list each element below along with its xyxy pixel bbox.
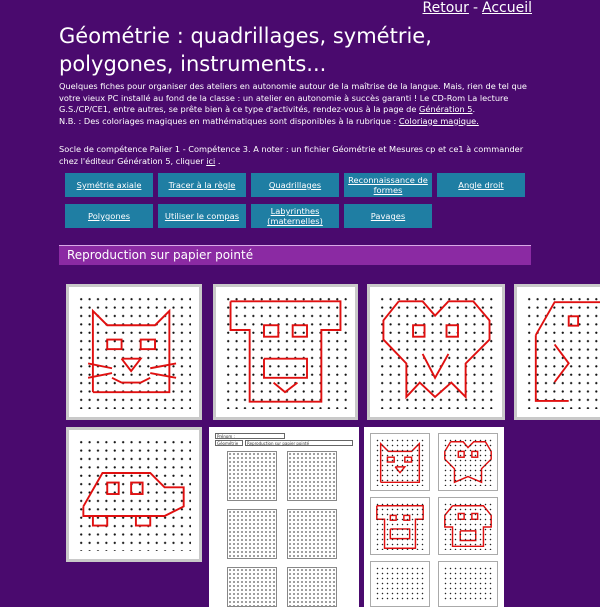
dot-grid — [443, 566, 493, 602]
dog-drawing-card[interactable] — [213, 284, 358, 420]
mini-grid — [287, 451, 337, 501]
butterfly-drawing — [370, 287, 502, 417]
mini-grid — [287, 567, 337, 607]
monkey-thumbnail[interactable] — [438, 497, 498, 555]
ici-link[interactable]: ici — [206, 155, 216, 166]
compas-button[interactable]: Utiliser le compas — [158, 204, 246, 228]
butterfly-thumbnail[interactable] — [438, 433, 498, 491]
cat-thumbnail[interactable] — [370, 433, 430, 491]
dot-grid — [375, 502, 425, 550]
top-navigation — [423, 0, 532, 16]
labyrinthes-button[interactable]: Labyrinthes (maternelles) — [251, 204, 339, 228]
tracer-regle-button[interactable]: Tracer à la règle — [158, 173, 246, 197]
cat-drawing — [69, 287, 199, 417]
pavages-button[interactable]: Pavages — [344, 204, 432, 228]
name-field: Prénom : — [215, 433, 285, 439]
dot-grid — [443, 438, 493, 486]
turtle-drawing — [69, 430, 199, 559]
generation5-link[interactable]: Génération 5 — [419, 104, 473, 114]
section-header — [59, 245, 531, 265]
drawing-thumbnail[interactable] — [438, 561, 498, 607]
page-title: Géométrie : quadrillages, symétrie, polygones, instruments... — [59, 24, 432, 76]
nb-text: N.B. : Des coloriages magiques en mathématiques sont disponibles à la rubrique : — [59, 115, 399, 126]
elephant-drawing — [517, 287, 600, 417]
intro-text-end: . — [472, 104, 476, 114]
polygones-button[interactable]: Polygones — [65, 204, 153, 228]
drawing-thumbnail[interactable] — [370, 561, 430, 607]
dog-drawing — [216, 287, 355, 417]
worksheet-page[interactable] — [209, 427, 359, 607]
dot-grid — [375, 438, 425, 486]
mini-grid — [227, 567, 277, 607]
reconnaissance-formes-button[interactable]: Reconnaissance de formes — [344, 173, 432, 197]
section-title: Reproduction sur papier pointé — [67, 248, 254, 262]
socle-text: Socle de compétence Palier 1 - Compétence 3. A noter : un fichier Géométrie et Mesures cp et ce1 à commander chez l'éditeur Génération 5, cliquer — [59, 144, 524, 166]
intro-text: Quelques fiches pour organiser des ateliers en autonomie autour de la maîtrise de la langue. Mais, rien de tel que votre vieux PC installé au fond de la classe : un atelier en autonomie à succès garanti ! Le CD-Rom La lecture G.S./CP/CE1, entre autres, se prête bien à ce type d'activités, rendez-vous à la page de — [59, 81, 527, 114]
cat-drawing-card[interactable] — [66, 284, 202, 420]
coloriage-magique-link[interactable]: Coloriage magique. — [398, 115, 479, 126]
worksheet-heading: Reproduction sur papier pointé — [245, 440, 353, 446]
back-link[interactable]: Retour — [422, 0, 469, 16]
angle-droit-button[interactable]: Angle droit — [437, 173, 525, 197]
mini-grid — [227, 509, 277, 559]
worksheet-header — [215, 433, 353, 447]
symetrie-axiale-button[interactable]: Symétrie axiale — [65, 173, 153, 197]
mini-grid — [287, 509, 337, 559]
mini-grid — [227, 451, 277, 501]
turtle-drawing-card[interactable] — [66, 427, 202, 562]
thumbnails-page[interactable] — [364, 427, 504, 607]
home-link[interactable]: Accueil — [482, 0, 532, 16]
butterfly-drawing-card[interactable] — [367, 284, 505, 420]
quadrillages-button[interactable]: Quadrillages — [251, 173, 339, 197]
dot-grid — [443, 502, 493, 550]
dot-grid — [375, 566, 425, 602]
nav-separator: - — [472, 0, 478, 16]
socle-paragraph — [59, 144, 534, 167]
intro-paragraph — [59, 81, 534, 127]
socle-text-end: . — [215, 155, 221, 166]
dog-thumbnail[interactable] — [370, 497, 430, 555]
subject-field: Géométrie — [215, 440, 243, 446]
elephant-drawing-card[interactable] — [514, 284, 600, 420]
